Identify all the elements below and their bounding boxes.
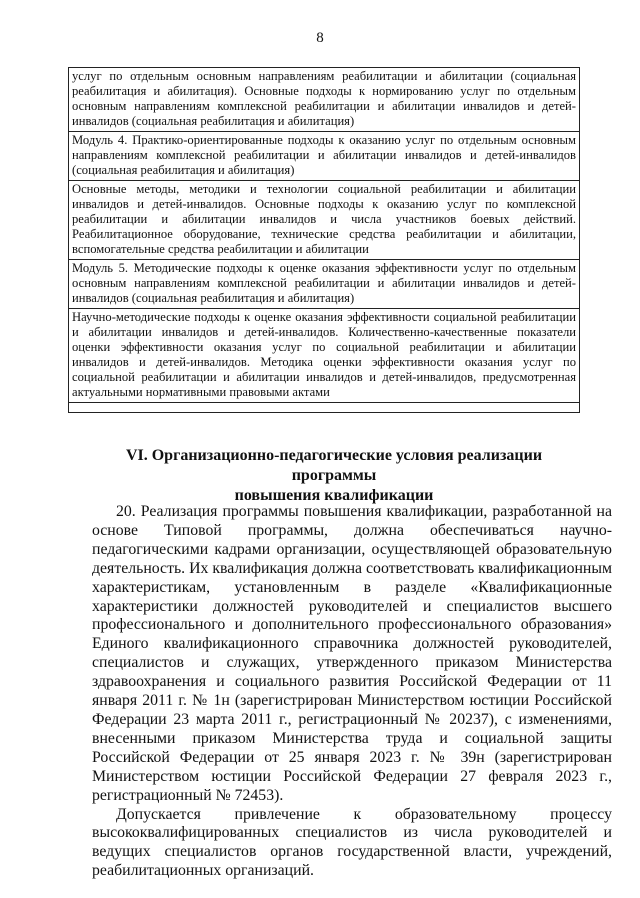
table-row xyxy=(69,181,580,260)
paragraph-admission: Допускается привлечение к образовательному процессу высококвалифицированных специалистов из числа руководителей и ведущих специалистов органов государственной власти, учреждений, реабилитационных организаций. xyxy=(92,805,612,880)
section-title-line-2: повышения квалификации xyxy=(234,487,434,504)
section-title xyxy=(84,446,584,506)
table-row xyxy=(69,68,580,132)
table-cell: Научно-методические подходы к оценке оказания эффективности социальной реабилитации и абилитации инвалидов и детей-инвалидов. Количественно-качественные показатели оценки эффективности оказания услуг по социальной реабилитации и абилитации инвалидов и детей-инвалидов. Методика оценки эффективности оказания услуг по социальной реабилитации и абилитации инвалидов и детей-инвалидов, предусмотренная актуальными нормативными правовыми актами xyxy=(69,309,580,403)
program-content-table xyxy=(68,67,580,413)
table-cell: Основные методы, методики и технологии социальной реабилитации и абилитации инвалидов и детей-инвалидов. Основные подходы к оказанию услуг по комплексной реабилитации и абилитации инвалидов и числа участников боевых действий. Реабилитационное оборудование, технические средства реабилитации и абилитации, вспомогательные средства реабилитации и абилитации xyxy=(69,181,580,260)
table-row xyxy=(69,260,580,309)
table-row xyxy=(69,403,580,413)
table-row xyxy=(69,132,580,181)
table-cell-module-5: Модуль 5. Методические подходы к оценке оказания эффективности услуг по отдельным основным направлениям комплексной реабилитации и абилитации инвалидов и детей-инвалидов (социальная реабилитация и абилитация) xyxy=(69,260,580,309)
table-cell-module-4: Модуль 4. Практико-ориентированные подходы к оказанию услуг по отдельным основным направлениям комплексной реабилитации и абилитации инвалидов и детей-инвалидов (социальная реабилитация и абилитация) xyxy=(69,132,580,181)
section-title-line-1: VI. Организационно-педагогические условия реализации программы xyxy=(125,447,543,484)
page-number: 8 xyxy=(316,30,324,46)
body-text xyxy=(92,503,612,881)
table-cell-empty xyxy=(69,403,580,413)
table-cell: услуг по отдельным основным направлениям реабилитации и абилитации (социальная реабилитация и абилитация). Основные подходы к нормированию услуг по отдельным основным направлениям комплексной реабилитации и абилитации инвалидов и детей-инвалидов (социальная реабилитация и абилитация) xyxy=(69,68,580,132)
paragraph-20: 20. Реализация программы повышения квалификации, разработанной на основе Типовой программы, должна обеспечиваться научно-педагогическими кадрами организации, осуществляющей образовательную деятельность. Их квалификация должна соответствовать квалификационным характеристикам, установленным в разделе «Квалификационные характеристики должностей руководителей и специалистов высшего профессионального и дополнительного профессионального образования» Единого квалификационного справочника должностей руководителей, специалистов и служащих, утвержденного приказом Министерства здравоохранения и социального развития Российской Федерации от 11 января 2011 г. № 1н (зарегистрирован Министерством юстиции Российской Федерации 23 марта 2011 г., регистрационный № 20237), с изменениями, внесенными приказом Министерства труда и социальной защиты Российской Федерации от 25 января 2023 г. № 39н (зарегистрирован Министерством юстиции Российской Федерации 27 февраля 2023 г., регистрационный № 72453). xyxy=(92,503,612,804)
table-row xyxy=(69,309,580,403)
